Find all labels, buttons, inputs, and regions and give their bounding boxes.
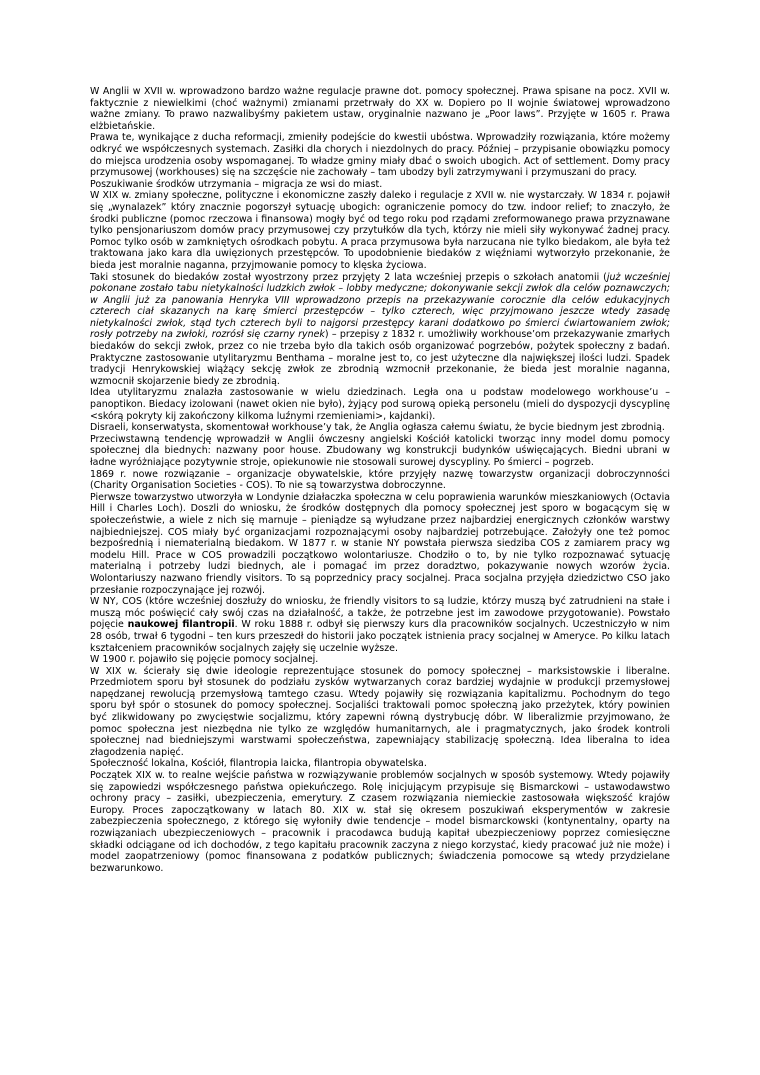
document-page <box>90 86 670 874</box>
paragraph-first-society <box>90 492 670 596</box>
paragraph-italic-text: już wcześniej pokonane zostało tabu nietykalności ludzkich zwłok – lobby medyczne; dokonywanie sekcji zwłok dla celów poznawczych; w Anglii już za panowania Henryka VIII wprowadzono przepis na przekazywanie corocznie dla celów edukacyjnych czterech ciał skazanych na karę śmierci przestępców – tylko czterech, więc przyjmowano jeszcze wtedy zasadę nietykalności zwłok, stąd tych czterech byli to najgorsi przestępcy karani dodatkowo po śmierci ćwiartowaniem zwłok; rosły potrzeby na zwłoki, rozrósł się czarny rynek <box>90 271 670 341</box>
paragraph-ideologies <box>90 666 670 759</box>
paragraph-text: Pierwsze towarzystwo utworzyła w Londynie działaczka społeczna w celu poprawienia warunków mieszkaniowych (Octavia Hill i Charles Loch). Doszli do wniosku, że środków dostępnych dla pomocy społecznej jest sporo w bogacącym się w społeczeństwie, a wiele z nich się marnuje – pieniądze są wyłudzane przez najbardziej energicznych członków warstwy najbiedniejszej. COS miały być organizacjami rozpoznającymi osoby najbardziej potrzebujące. Założyły one też pomoc bezpośrednią i niematerialną biedakom. W 1877 r. w stanie NY powstała pierwsza siedziba COS z zamiarem pracy wg modelu Hill. Prace w COS prowadzili początkowo wolontariusze. Chodziło o to, by nie tylko rozpoznawać sytuację materialną i potrzeby ludzi biednych, ale i pomagać im przez doradztwo, pokazywanie nowych wzorów życia. Wolontariuszy nazwano friendly visitors. To są poprzednicy pracy socjalnej. Praca socjalna przyjęła dziedzictwo CSO jako przesłanie rozpoczynające jej rozwój. <box>90 491 670 596</box>
paragraph-text: Taki stosunek do biedaków został wyostrzony przez przyjęty 2 lata wcześniej przepis o szkołach anatomii ( <box>90 271 607 283</box>
paragraph-migration <box>90 179 670 191</box>
paragraph-text: W XIX w. ścierały się dwie ideologie reprezentujące stosunek do pomocy społecznej – marksistowskie i liberalne. Przedmiotem sporu był stosunek do podziału zysków wytwarzanych coraz bardziej wydajnie w produkcji przemysłowej napędzanej rewolucją przemysłową tamtego czasu. Wtedy pojawiły się rozwiązania kapitalizmu. Pochodnym do tego sporu był spór o stosunek do pomocy społecznej. Socjaliści traktowali pomoc społeczną jako przeżytek, który powinien być zlikwidowany po zwycięstwie socjalizmu, który zapewni równą dystrybucję dóbr. W liberalizmie przyjmowano, że pomoc społeczna jest niezbędna nie tylko ze względów humanitarnych, ale i pragmatycznych, jako środek kontroli społecznej nad biedniejszymi warstwami społeczeństwa, zapewniający stabilizację społeczną. Idea liberalna to idea złagodzenia napięć. <box>90 665 670 758</box>
paragraph-text: Disraeli, konserwatysta, skomentował workhouse’y tak, że Anglia ogłasza całemu światu, że bycie biednym jest zbrodnią. <box>90 422 665 434</box>
paragraph-1900 <box>90 654 670 666</box>
paragraph-text: Początek XIX w. to realne wejście państwa w rozwiązywanie problemów socjalnych w sposób systemowy. Wtedy pojawiły się zapowiedzi współczesnego państwa opiekuńczego. Rolę inicjującym przypisuje się Bismarckowi – ustawodawstwo ochrony pracy – zasiłki, ubezpieczenia, emerytury. Z czasem rozwiązania niemieckie zastosowała większość krajów Europy. Proces zapoczątkowany w latach 80. XIX w. stał się okresem poszukiwań eksperymentów w zakresie zabezpieczenia społecznego, z którego się wyłoniły dwie tendencje – model bismarckowski (kontynentalny, oparty na rozwiązaniach ubezpieczeniowych – pracownik i pracodawca budują kapitał ubezpieczeniowy poprzez comiesięczne składki odciągane od ich dochodów, z tego kapitału pracownik zaczyna z niego korzystać, kiedy pracować już nie może) i model zaopatrzeniowy (pomoc finansowana z podatków publicznych; świadczenia pomocowe są wtedy przydzielane bezwarunkowo. <box>90 770 670 874</box>
paragraph-cos-1869 <box>90 469 670 492</box>
paragraph-text: Prawa te, wynikające z ducha reformacji, zmieniły podejście do kwestii ubóstwa. Wprowadziły rozwiązania, które możemy odkryć we współczesnych systemach. Zasiłki dla chorych i niezdolnych do pracy. Później – przypisanie obowiązku pomocy do miejsca urodzenia osoby wspomaganej. To władze gminy miały dbać o swoich ubogich. Act of settlement. Domy pracy przymusowej (workhouses) się na szczęście nie zachowały – tam ubodzy byli zatrzymywani i przymuszani do pracy. <box>90 132 670 179</box>
paragraph-catholic-church <box>90 434 670 469</box>
paragraph-scientific-philanthropy <box>90 596 670 654</box>
paragraph-poor-laws <box>90 86 670 132</box>
paragraph-text: . W roku 1888 r. odbył się pierwszy kurs dla pracowników socjalnych. Uczestniczyło w nim 28 osób, trwał 6 tygodni – ten kurs przeszedł do historii jako początek istnienia pracy socjalnej w Ameryce. Po kilku latach kształceniem pracowników socjalnych zajęły się uczelnie wyższe. <box>90 619 670 654</box>
paragraph-text: Idea utylitaryzmu znalazła zastosowanie w wielu dziedzinach. Legła ona u podstaw modelowego workhouse’u – panoptikon. Biedacy izolowani (nawet okien nie było), żyjący pod surową opieką personelu (mieli do dyspozycji dyscyplinę <skórą pokryty kij zakończony kilkoma luźnymi rzemieniami>, kajdanki). <box>90 387 670 422</box>
paragraph-local-community <box>90 758 670 770</box>
paragraph-text: ) – przepisy z 1832 r. umożliwiły workhouse’om przekazywanie zmarłych biedaków do sekcji zwłok, przez co nie trzeba było dla takich osób organizować pogrzebów, pożytek społeczny z badań. Praktyczne zastosowanie utylitaryzmu Benthama – moralne jest to, co jest użyteczne dla największej ilości ludzi. Spadek tradycji Henrykowskiej wiążący sekcję zwłok ze zbrodnią wzmocnił przekonanie, że bieda jest moralnie naganna, wzmocnił skojarzenie biedy ze zbrodnią. <box>90 329 670 387</box>
paragraph-utilitarianism <box>90 387 670 422</box>
paragraph-reformation <box>90 132 670 178</box>
paragraph-bold-text: naukowej filantropii <box>127 619 235 631</box>
paragraph-text: Przeciwstawną tendencję wprowadził w Anglii ówczesny angielski Kościół katolicki tworząc inny model domu pomocy społecznej dla biednych: nazwany poor house. Zbudowany wg konstrukcji budynków uświęcających. Biedni ubrani w ładne wyróżniające pozytywnie stroje, opiekunowie nie stosowali surowej dyscypliny. Po śmierci – pogrzeb. <box>90 433 670 468</box>
paragraph-text: Poszukiwanie środków utrzymania – migracja ze wsi do miast. <box>90 178 383 190</box>
paragraph-text: W Anglii w XVII w. wprowadzono bardzo ważne regulacje prawne dot. pomocy społecznej. Prawa spisane na pocz. XVII w. faktycznie z niewielkimi (choć ważnymi) zmianami przetrwały do XX w. Dopiero po II wojnie światowej wprowadzono ważne zmiany. To prawo nazwalibyśmy pakietem ustaw, oryginalnie nazwano je „Poor laws”. Przyjęte w 1605 r. Prawa elżbietańskie. <box>90 86 670 132</box>
paragraph-text: W NY, COS (które wcześniej doszłuży do wniosku, że friendly visitors to są ludzie, którzy muszą być zatrudnieni na stałe i muszą móc poświęcić cały swój czas na działalność, a także, że potrzebne jest im zawodowe przygotowanie). Powstało pojęcie <box>90 596 670 631</box>
paragraph-text: 1869 r. nowe rozwiązanie – organizacje obywatelskie, które przyjęły nazwę towarzystw organizacji dobroczynności (Charity Organisation Societies - COS). To nie są towarzystwa dobroczynne. <box>90 468 670 492</box>
paragraph-text: Społeczność lokalna, Kościół, filantropia laicka, filantropia obywatelska. <box>90 758 427 770</box>
paragraph-welfare-state <box>90 770 670 874</box>
paragraph-indoor-relief <box>90 190 670 271</box>
paragraph-text: W 1900 r. pojawiło się pojęcie pomocy socjalnej. <box>90 654 319 666</box>
paragraph-text: W XIX w. zmiany społeczne, polityczne i ekonomiczne zaszły daleko i regulacje z XVII w. nie wystarczały. W 1834 r. pojawił się „wynalazek” który znacznie pogorszył sytuację ubogich: ograniczenie pomocy do tzw. indoor relief; to znaczyło, że środki publiczne (pomoc rzeczowa i finansowa) mogły być od tego roku pod rządami zreformowanego prawa przyznawane tylko pensjonariuszom domów pracy przymusowej czy przytułków dla tych, którzy nie mieli siły wykonywać żadnej pracy. Pomoc tylko osób w zamkniętych ośrodkach pobytu. A praca przymusowa była narzucana nie tylko biedakom, ale była też traktowana jako kara dla uwięzionych przestępców. To upodobnienie biedaków z więźniami wytworzyło przekonanie, że bieda jest moralnie naganna, przyjmowanie pomocy to klęska życiowa. <box>90 190 670 271</box>
paragraph-anatomy-act <box>90 272 670 388</box>
paragraph-disraeli <box>90 422 670 434</box>
